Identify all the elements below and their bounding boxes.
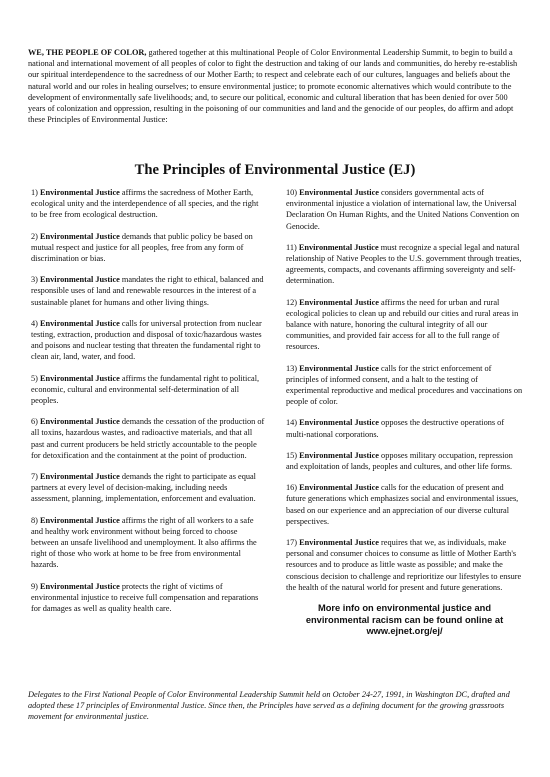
principle-11: 11) Environmental Justice must recognize a special legal and natural relationship of Native Peoples to the U.S. government through treaties, agreements, compacts, and covenants affirming sovereignty and self-determination. [286,242,522,286]
more-info-line-2: environmental racism can be found online at [305,614,504,625]
principle-10: 10) Environmental Justice considers governmental acts of environmental injustice a violation of international law, the Universal Declaration On Human Rights, and the United Nations Convention on Genocide. [286,188,520,231]
more-info-line-1: More info on environmental justice and [317,603,492,614]
page-title: The Principles of Environmental Justice (EJ) [134,162,416,178]
more-info-box [286,603,523,638]
more-info-url-link[interactable]: www.ejnet.org/ej/ [366,626,443,637]
left-column [31,187,265,624]
principle-5: 5) Environmental Justice affirms the fundamental right to political, economic, cultural and environmental self-determination of all peoples. [31,373,260,406]
principle-12: 12) Environmental Justice affirms the need for urban and rural ecological policies to clean up and rebuild our cities and rural areas in balance with nature, honoring the cultural integrity of all our communities, and provided fair access for all to the full range of resources. [286,297,519,352]
principle-8: 8) Environmental Justice affirms the right of all workers to a safe and healthy work environment without being forced to choose between an unsafe livelihood and unemployment. It also affirms the right of those who work at home to be free from environmental hazards. [31,515,257,570]
footer-note: Delegates to the First National People of Color Environmental Leadership Summit held on October 24-27, 1991, in Washington DC, drafted and adopted these 17 principles of Environmental Justice. Since then, the Principles have served as a defining document for the growing grassroots movement for environmental justice. [28,690,510,722]
principle-7: 7) Environmental Justice demands the right to participate as equal partners at every level of decision-making, including needs assessment, planning, implementation, enforcement and evaluation. [31,472,256,504]
preamble-text: gathered together at this multinational People of Color Environmental Leadership Summit, to begin to build a national and international movement of all peoples of color to fight the destruction and taking of our lands and communities, do hereby re-establish our spiritual interdependence to the sacredness of our Mother Earth; to respect and celebrate each of our cultures, languages and beliefs about the natural world and our roles in healing ourselves; to ensure environmental justice; to promote economic alternatives which would contribute to the development of environmentally safe livelihoods; and, to secure our political, economic and cultural liberation that has been denied for over 500 years of colonization and oppression, resulting in the poisoning of our communities and land and the genocide of our peoples, do affirm and adopt these Principles of Environmental Justice: [28,48,518,125]
preamble [28,47,522,125]
principle-14: 14) Environmental Justice opposes the destructive operations of multi-national corporations. [286,418,505,439]
right-column [286,187,523,638]
principle-13: 13) Environmental Justice calls for the strict enforcement of principles of informed consent, and a halt to the testing of experimental reproductive and medical procedures and vaccinations on people of color. [286,363,523,407]
principle-16: 16) Environmental Justice calls for the education of present and future generations which emphasizes social and environmental issues, based on our experience and an appreciation of our diverse cultural perspectives. [286,483,519,526]
preamble-lead: WE, THE PEOPLE OF COLOR, [28,48,147,57]
principle-15: 15) Environmental Justice opposes military occupation, repression and exploitation of lands, peoples and cultures, and other life forms. [286,450,513,472]
principle-6: 6) Environmental Justice demands the cessation of the production of all toxins, hazardous wastes, and radioactive materials, and that all past and current producers be held strictly accountable to the people for detoxification and the containment at the point of production. [31,417,265,460]
principle-1: 1) Environmental Justice affirms the sacredness of Mother Earth, ecological unity and the interdependence of all species, and the right to be free from ecological destruction. [31,188,259,220]
principle-3: 3) Environmental Justice mandates the right to ethical, balanced and responsible uses of land and renewable resources in the interest of a sustainable planet for humans and other living things. [31,275,264,307]
principle-4: 4) Environmental Justice calls for universal protection from nuclear testing, extraction, production and disposal of toxic/hazardous wastes and poisons and nuclear testing that threaten the fundamental right to clean air, land, water, and food. [31,318,262,362]
principle-9: 9) Environmental Justice protects the right of victims of environmental injustice to receive full compensation and reparations for damages as well as quality health care. [31,581,259,614]
principle-2: 2) Environmental Justice demands that public policy be based on mutual respect and justice for all peoples, free from any form of discrimination or bias. [31,231,253,264]
principle-17: 17) Environmental Justice requires that we, as individuals, make personal and consumer choices to consume as little of Mother Earth's resources and to produce as little waste as possible; and make the conscious decision to challenge and reprioritize our lifestyles to ensure the health of the natural world for present and future generations. [286,538,522,592]
